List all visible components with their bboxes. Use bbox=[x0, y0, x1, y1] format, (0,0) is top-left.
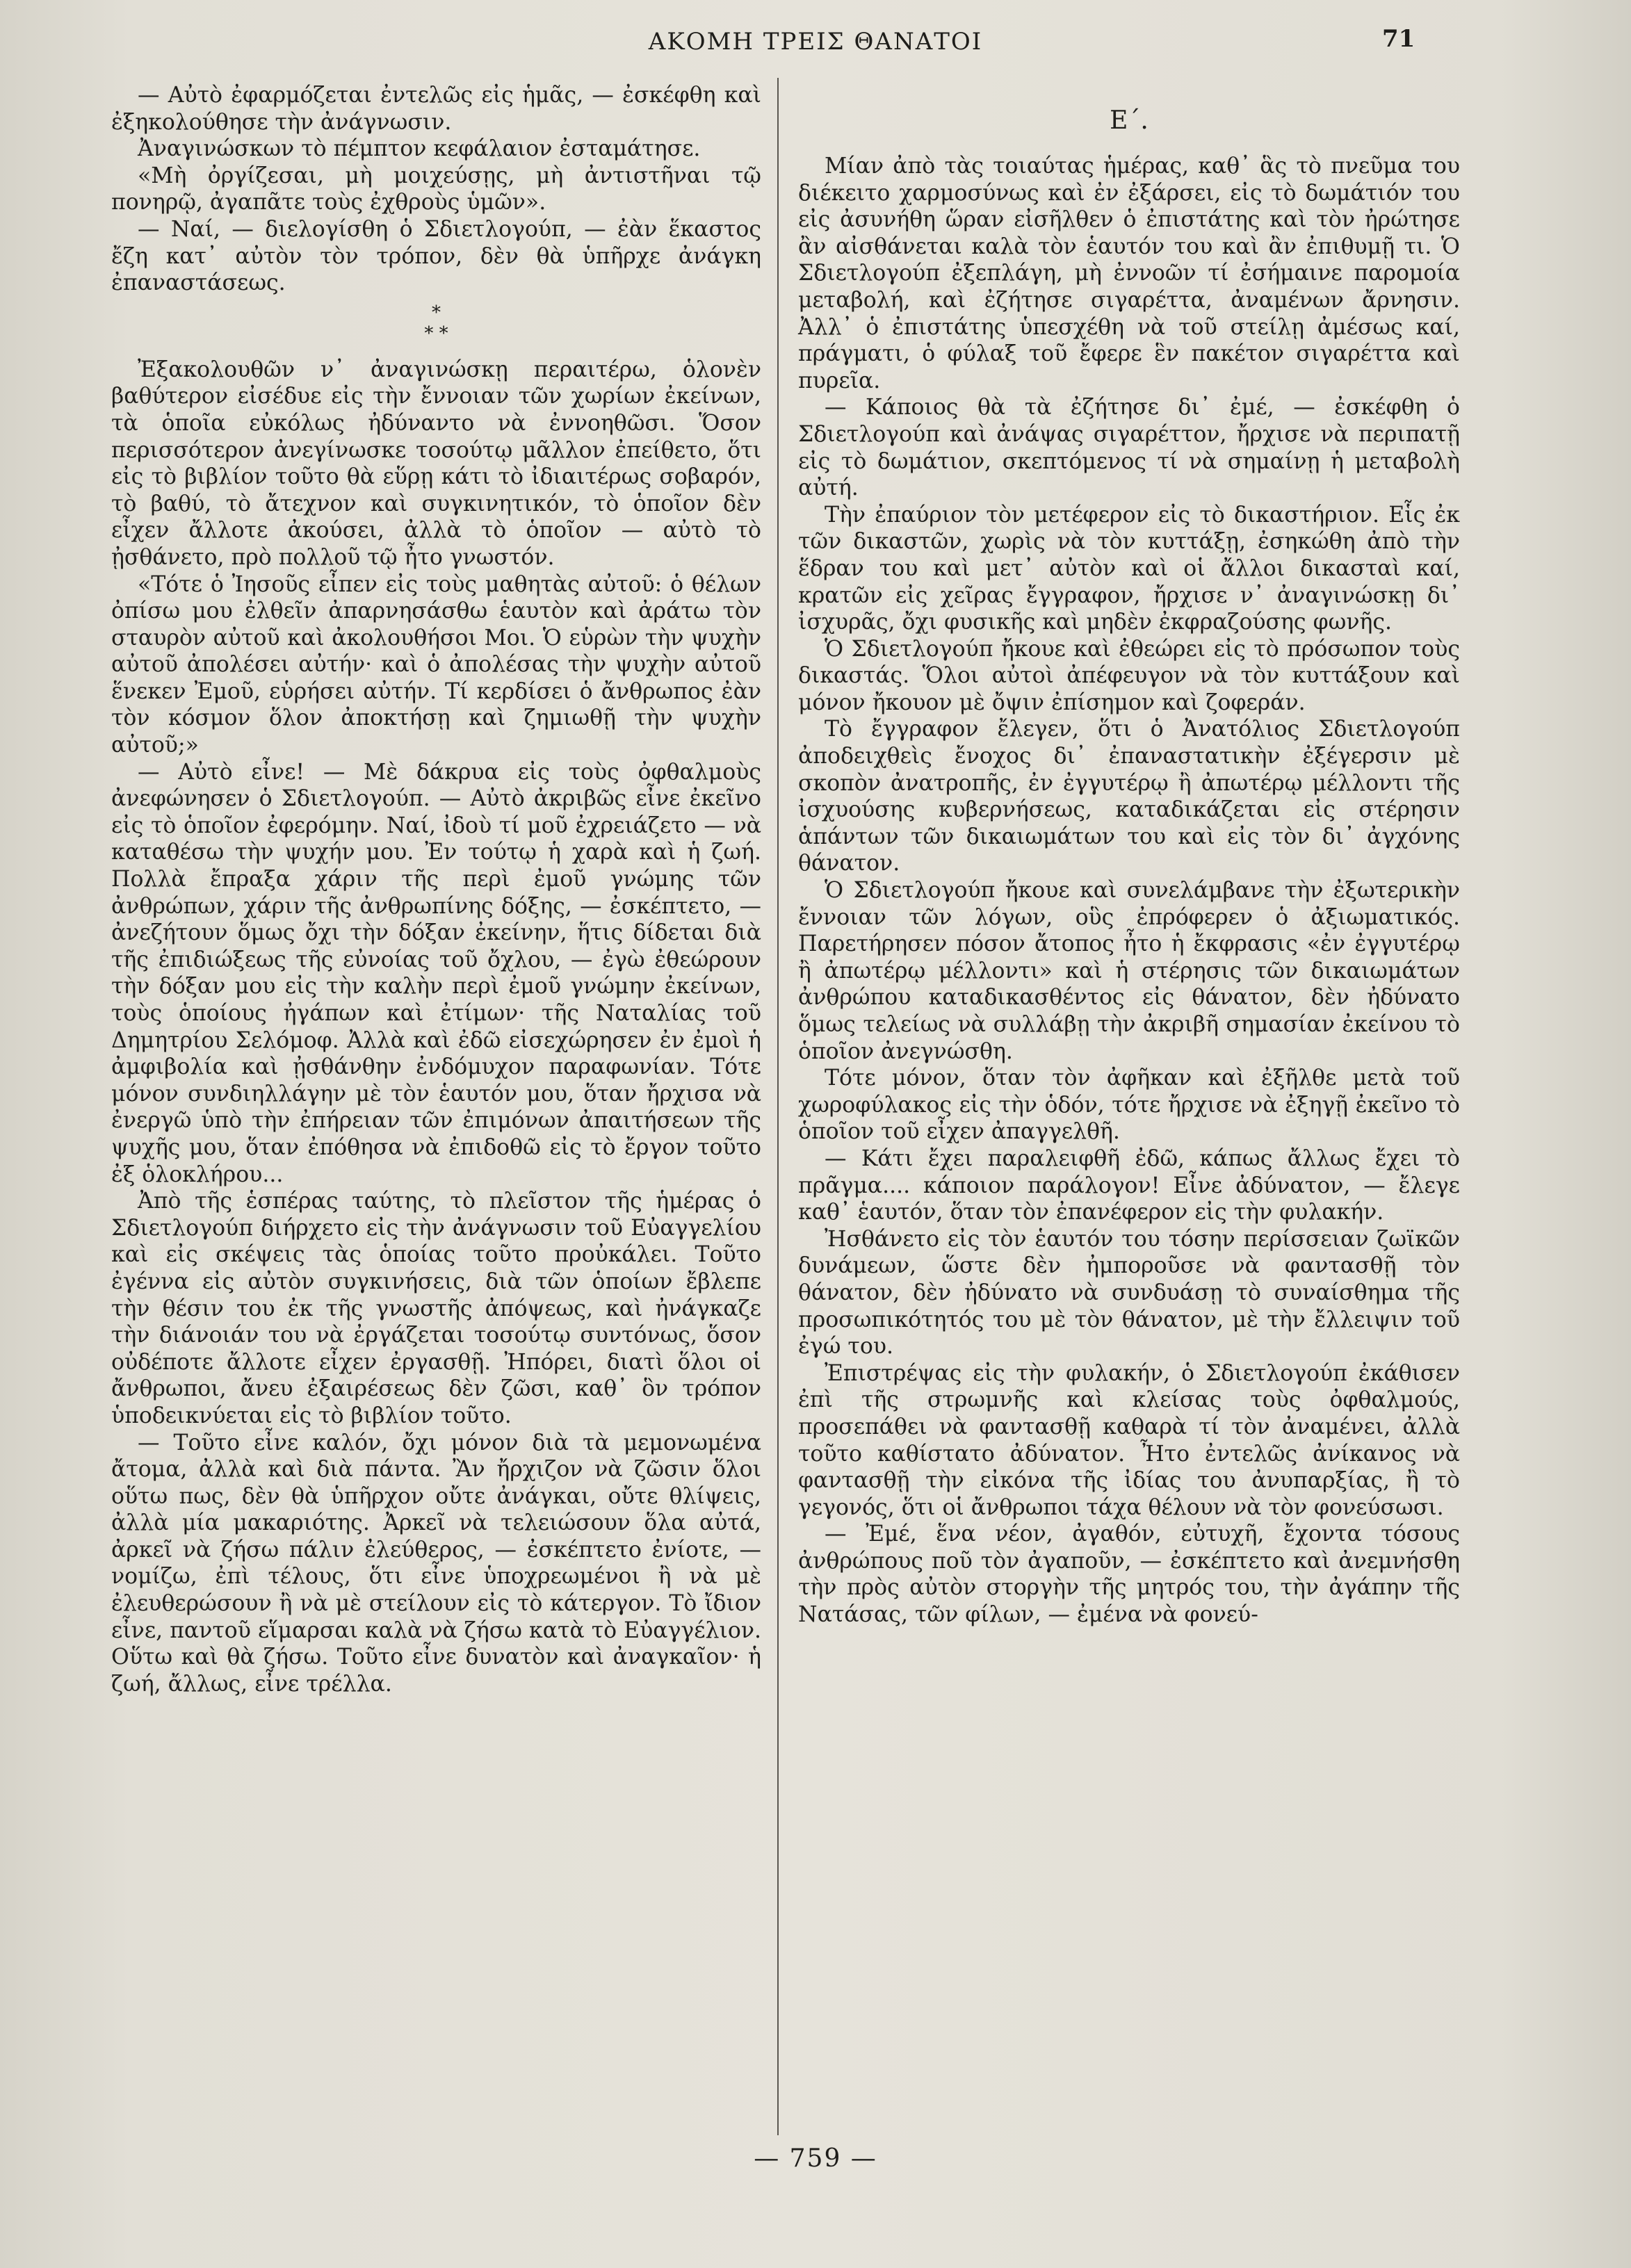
paragraph: — Κάτι ἔχει παραλειφθῆ ἐδῶ, κάπως ἄλλως ἔχει τὸ πρᾶγμα.... κάποιον παράλογον! Εἶνε ἀδύνατον, — ἔλεγε καθ᾽ ἑαυτόν, ὅταν τὸν ἐπανέφερον εἰς τὴν φυλακήν. bbox=[798, 1145, 1460, 1225]
running-title: ΑΚΟΜΗ ΤΡΕΙΣ ΘΑΝΑΤΟΙ bbox=[648, 28, 983, 56]
paragraph: Ἐξακολουθῶν ν᾽ ἀναγινώσκῃ περαιτέρω, ὁλονὲν βαθύτερον εἰσέδυε εἰς τὴν ἔννοιαν τῶν χωρίων ἐκείνων, τὰ ὁποῖα εὐκόλως ἠδύναντο νὰ ἐννοηθῶσι. Ὅσον περισσότερον ἀνεγίνωσκε τοσούτῳ μᾶλλον ἐπείθετο, ὅτι εἰς τὸ βιβλίον τοῦτο θὰ εὕρῃ κάτι τὸ ἰδιαιτέρως σοβαρόν, τὸ βαθύ, τὸ ἄτεχνον καὶ συγκινητικόν, τὸ ὁποῖον δὲν εἶχεν ἄλλοτε ἀκούσει, ἀλλὰ τὸ ὁποῖον — αὐτὸ τὸ ᾐσθάνετο, πρὸ πολλοῦ τῷ ἦτο γνωστόν. bbox=[111, 357, 761, 570]
paragraph: — Ἐμέ, ἕνα νέον, ἀγαθόν, εὐτυχῆ, ἔχοντα τόσους ἀνθρώπους ποῦ τὸν ἀγαποῦν, — ἐσκέπτετο καὶ ἀνεμνήσθη τὴν πρὸς αὐτὸν στοργὴν τῆς μητρός του, τὴν ἀγάπην τῆς Νατάσας, τῶν φίλων, — ἐμένα νὰ φονεύ- bbox=[798, 1521, 1460, 1628]
paragraph: «Τότε ὁ Ἰησοῦς εἶπεν εἰς τοὺς μαθητὰς αὐτοῦ: ὁ θέλων ὀπίσω μου ἐλθεῖν ἀπαρνησάσθω ἑαυτὸν καὶ ἀράτω τὸν σταυρὸν αὐτοῦ καὶ ἀκολουθήσοι Μοι. Ὁ εὑρὼν τὴν ψυχὴν αὐτοῦ ἀπολέσει αὐτήν· καὶ ὁ ἀπολέσας τὴν ψυχὴν αὐτοῦ ἕνεκεν Ἐμοῦ, εὑρήσει αὐτήν. Τί κερδίσει ὁ ἄνθρωπος ἐὰν τὸν κόσμον ὅλον ἀποκτήσῃ καὶ ζημιωθῇ τὴν ψυχὴν αὐτοῦ;» bbox=[111, 571, 761, 758]
column-divider bbox=[777, 78, 779, 2135]
paragraph: «Μὴ ὀργίζεσαι, μὴ μοιχεύσῃς, μὴ ἀντιστῆναι τῷ πονηρῷ, ἀγαπᾶτε τοὺς ἐχθροὺς ὑμῶν». bbox=[111, 163, 761, 215]
paragraph: Ὁ Σδιετλογούπ ἤκουε καὶ συνελάμβανε τὴν ἐξωτερικὴν ἔννοιαν τῶν λόγων, οὓς ἐπρόφερεν ὁ ἀξιωματικός. Παρετήρησεν πόσον ἄτοπος ἦτο ἡ ἔκφρασις «ἐν ἐγγυτέρῳ ἢ ἀπωτέρῳ μέλλοντι» καὶ ἡ στέρησις τῶν δικαιωμάτων ἀνθρώπου καταδικασθέντος εἰς θάνατον, δὲν ἠδύνατο ὅμως τελείως νὰ συλλάβῃ τὴν ἀκριβῆ σημασίαν ἐκείνου τὸ ὁποῖον ἀνεγνώσθη. bbox=[798, 878, 1460, 1064]
left-column bbox=[111, 82, 761, 1697]
paragraph: — Αὐτὸ ἐφαρμόζεται ἐντελῶς εἰς ἡμᾶς, — ἐσκέφθη καὶ ἐξηκολούθησε τὴν ἀνάγνωσιν. bbox=[111, 83, 761, 135]
paragraph: Ἀναγινώσκων τὸ πέμπτον κεφάλαιον ἐσταμάτησε. bbox=[138, 136, 701, 162]
paragraph: — Κάποιος θὰ τὰ ἐζήτησε δι᾽ ἐμέ, — ἐσκέφθη ὁ Σδιετλογούπ καὶ ἀνάψας σιγαρέττον, ἤρχισε νὰ περιπατῇ εἰς τὸ δωμάτιον, σκεπτόμενος τί νὰ σημαίνῃ ἡ μεταβολὴ αὐτή. bbox=[798, 395, 1460, 501]
page-number: 71 bbox=[1382, 25, 1415, 53]
paragraph: — Ναί, — διελογίσθη ὁ Σδιετλογούπ, — ἐὰν ἕκαστος ἔζη κατ᾽ αὐτὸν τὸν τρόπον, δὲν θὰ ὑπῆρχε ἀνάγκη ἐπαναστάσεως. bbox=[111, 216, 761, 296]
paragraph: — Τοῦτο εἶνε καλόν, ὄχι μόνον διὰ τὰ μεμονωμένα ἄτομα, ἀλλὰ καὶ διὰ πάντα. Ἂν ἤρχιζον νὰ ζῶσιν ὅλοι οὕτω πως, δὲν θὰ ὑπῆρχον οὔτε ἀνάγκαι, οὔτε θλίψεις, ἀλλὰ μία μακαριότης. Ἀρκεῖ νὰ τελειώσουν ὅλα αὐτά, ἀρκεῖ νὰ ζήσω πάλιν ἐλεύθερος, — ἐσκέπτετο ἐνίοτε, — νομίζω, ἐπὶ τέλους, ὅτι εἶνε ὑποχρεωμένοι ἢ νὰ μὲ ἐλευθερώσουν ἢ νὰ μὲ στείλουν εἰς τὸ κάτεργον. Τὸ ἴδιον εἶνε, παντοῦ εἵμαρσαι καλὰ νὰ ζήσω κατὰ τὸ Εὐαγγέλιον. Οὕτω καὶ θὰ ζήσω. Τοῦτο εἶνε δυνατὸν καὶ ἀναγκαῖον· ἡ ζωή, ἄλλως, εἶνε τρέλλα. bbox=[111, 1430, 761, 1697]
chapter-heading: Ε΄. bbox=[1110, 106, 1149, 135]
paragraph: Ὁ Σδιετλογούπ ἤκουε καὶ ἐθεώρει εἰς τὸ πρόσωπον τοὺς δικαστάς. Ὅλοι αὐτοὶ ἀπέφευγον νὰ τὸν κυττάξουν καὶ μόνον ἤκουον μὲ ὄψιν ἐπίσημον καὶ ζοφεράν. bbox=[798, 636, 1460, 715]
paragraph: Τότε μόνον, ὅταν τὸν ἀφῆκαν καὶ ἐξῆλθε μετὰ τοῦ χωροφύλακος εἰς τὴν ὁδόν, τότε ἤρχισε νὰ ἐξηγῇ ἐκεῖνο τὸ ὁποῖον τοῦ εἶχεν ἀπαγγελθῆ. bbox=[798, 1066, 1460, 1145]
paragraph: Τὸ ἔγγραφον ἔλεγεν, ὅτι ὁ Ἀνατόλιος Σδιετλογούπ ἀποδειχθεὶς ἔνοχος δι᾽ ἐπαναστατικὴν ἐξέγερσιν μὲ σκοπὸν ἀνατροπῆς, ἐν ἐγγυτέρῳ ἢ ἀπωτέρῳ μέλλοντι τῆς ἰσχυούσης κυβερνήσεως, καταδικάζεται εἰς στέρησιν ἁπάντων τῶν δικαιωμάτων του καὶ εἰς τὸν δι᾽ ἀγχόνης θάνατον. bbox=[798, 717, 1460, 876]
paragraph: Ἀπὸ τῆς ἑσπέρας ταύτης, τὸ πλεῖστον τῆς ἡμέρας ὁ Σδιετλογούπ διήρχετο εἰς τὴν ἀνάγνωσιν τοῦ Εὐαγγελίου καὶ εἰς σκέψεις τὰς ὁποίας τοῦτο προὐκάλει. Τοῦτο ἐγέννα εἰς αὐτὸν συγκινήσεις, διὰ τῶν ὁποίων ἔβλεπε τὴν θέσιν του ἐκ τῆς γνωστῆς ἀπόψεως, καὶ ἠνάγκαζε τὴν διάνοιάν του νὰ ἐργάζεται τοσούτῳ συντόνως, ὅσον οὐδέποτε ἄλλοτε εἶχεν ἐργασθῇ. Ἠπόρει, διατὶ ὅλοι οἱ ἄνθρωποι, ἄνευ ἐξαιρέσεως δὲν ζῶσι, καθ᾽ ὃν τρόπον ὑποδεικνύεται εἰς τὸ βιβλίον τοῦτο. bbox=[111, 1189, 761, 1428]
folio-number: — 759 — bbox=[754, 2144, 877, 2173]
paragraph: Τὴν ἐπαύριον τὸν μετέφερον εἰς τὸ δικαστήριον. Εἷς ἐκ τῶν δικαστῶν, χωρὶς νὰ τὸν κυττάξῃ, ἐσηκώθη ἀπὸ τὴν ἕδραν του καὶ μετ᾽ αὐτὸν καὶ οἱ ἄλλοι δικασταὶ καί, κρατῶν εἰς χεῖρας ἔγγραφον, ἤρχισε ν᾽ ἀναγινώσκῃ δι᾽ ἰσχυρᾶς, ὄχι φυσικῆς καὶ μηδὲν ἐκφραζούσης φωνῆς. bbox=[798, 502, 1460, 635]
right-column bbox=[798, 82, 1460, 1629]
star-line: * bbox=[432, 302, 441, 323]
running-header bbox=[0, 25, 1631, 70]
paragraph: Ἐπιστρέψας εἰς τὴν φυλακήν, ὁ Σδιετλογούπ ἐκάθισεν ἐπὶ τῆς στρωμνῆς καὶ κλείσας τοὺς ὀφθαλμούς, προσεπάθει νὰ φαντασθῇ καθαρὰ τί τὸν ἀναμένει, ἀλλὰ τοῦτο καθίστατο ἀδύνατον. Ἦτο ἐντελῶς ἀνίκανος νὰ φαντασθῇ τὴν εἰκόνα τῆς ἰδίας του ἀνυπαρξίας, ἢ τὸ γεγονός, ὅτι οἱ ἄνθρωποι τάχα θέλουν νὰ τὸν φονεύσωσι. bbox=[798, 1360, 1460, 1520]
paragraph: Μίαν ἀπὸ τὰς τοιαύτας ἡμέρας, καθ᾽ ἃς τὸ πνεῦμα του διέκειτο χαρμοσύνως καὶ ἐν ἐξάρσει, εἰς τὸ δωμάτιόν του εἰς ἀσυνήθη ὥραν εἰσῆλθεν ὁ ἐπιστάτης καὶ τὸν ἠρώτησε ἂν αἰσθάνεται καλὰ τὸν ἑαυτόν του καὶ ἂν ἐπιθυμῇ τι. Ὁ Σδιετλογούπ ἐξεπλάγη, μὴ ἐννοῶν τί ἐσήμαινε παρομοία μεταβολή, καὶ ἐζήτησε σιγαρέττα, ἀναμένων ἄρνησιν. Ἀλλ᾽ ὁ ἐπιστάτης ὑπεσχέθη νὰ τοῦ στείλῃ ἀμέσως καί, πράγματι, ὁ φύλαξ τοῦ ἔφερε ἓν πακέτον σιγαρέττα καὶ πυρεῖα. bbox=[798, 154, 1460, 393]
star-line: * * bbox=[424, 323, 448, 344]
section-break-stars bbox=[111, 302, 761, 344]
paragraph: — Αὐτὸ εἶνε! — Μὲ δάκρυα εἰς τοὺς ὀφθαλμοὺς ἀνεφώνησεν ὁ Σδιετλογούπ. — Αὐτὸ ἀκριβῶς εἶνε ἐκεῖνο εἰς τὸ ὁποῖον ἐφερόμην. Ναί, ἰδοὺ τί μοῦ ἐχρειάζετο — νὰ καταθέσω τὴν ψυχήν μου. Ἐν τούτῳ ἡ χαρὰ καὶ ἡ ζωή. Πολλὰ ἔπραξα χάριν τῆς περὶ ἐμοῦ γνώμης τῶν ἀνθρώπων, χάριν τῆς ἀνθρωπίνης δόξης, — ἐσκέπτετο, — ἀνεζήτουν ὅμως ὄχι τὴν δόξαν ἐκείνην, ἥτις δίδεται διὰ τῆς ἐπιδιώξεως τῆς εὐνοίας τοῦ ὄχλου, — ἐγὼ ἐθεώρουν τὴν δόξαν μου εἰς τὴν καλὴν περὶ ἐμοῦ γνώμην ἐκείνων, τοὺς ὁποίους ἠγάπων καὶ ἐτίμων· τῆς Ναταλίας τοῦ Δημητρίου Σελόμοφ. Ἀλλὰ καὶ ἐδῶ εἰσεχώρησεν ἐν ἐμοὶ ἡ ἀμφιβολία καὶ ᾐσθάνθην ἐνδόμυχον παραφωνίαν. Τότε μόνον συνδιηλλάγην μὲ τὸν ἑαυτόν μου, ὅταν ἤρχισα νὰ ἐνεργῶ ὑπὸ τὴν ἐπήρειαν τῶν ἐπιμόνων ἀπαιτήσεων τῆς ψυχῆς μου, ὅταν ἐπόθησα νὰ ἐπιδοθῶ εἰς τὸ ἔργον τοῦτο ἐξ ὁλοκλήρου... bbox=[111, 759, 761, 1187]
paragraph: Ἠσθάνετο εἰς τὸν ἑαυτόν του τόσην περίσσειαν ζωϊκῶν δυνάμεων, ὥστε δὲν ἠμποροῦσε νὰ φαντασθῇ τὸν θάνατον, δὲν ἠδύνατο νὰ συνδυάσῃ τὸ συναίσθημα τῆς προσωπικότητός του μὲ τὸν θάνατον, μὲ τὴν ἔλλειψιν τοῦ ἐγώ του. bbox=[798, 1226, 1460, 1360]
